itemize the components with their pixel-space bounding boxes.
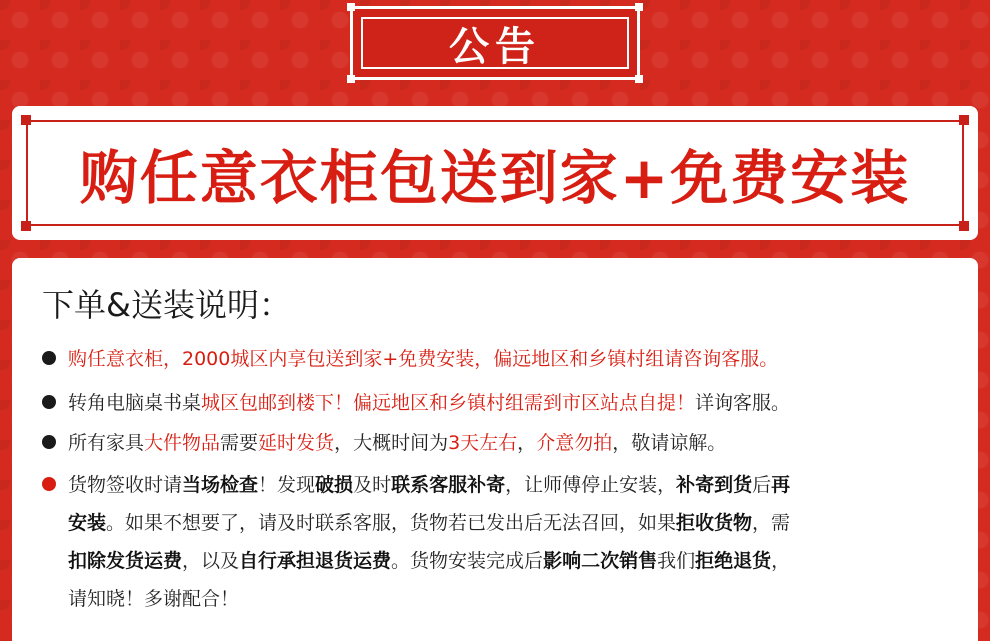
- item-bold: 当场检查: [182, 474, 259, 496]
- instruction-item-2: [42, 384, 958, 422]
- item-bold: 拒收货物: [676, 512, 753, 534]
- item-text: ，大概时间为: [334, 432, 449, 454]
- banner-text: 购任意衣柜包送到家+免费安装: [79, 144, 911, 212]
- item-highlight: 延时发货: [258, 432, 335, 454]
- panel-title: 下单&送装说明：: [42, 286, 291, 324]
- item-text: 转角电脑桌书桌: [68, 392, 202, 414]
- item-bold: 扣除发货运费: [68, 550, 183, 572]
- corner-decoration: [635, 75, 643, 83]
- item-bold: 安装: [68, 512, 107, 534]
- item-text: 详询客服。: [695, 392, 791, 414]
- item-highlight: 大件物品: [144, 432, 221, 454]
- item-text: 。货物安装完成后: [391, 550, 544, 572]
- bullet-icon: [42, 351, 56, 365]
- instruction-item-1: [42, 340, 958, 378]
- item-text: 所有家具: [68, 432, 145, 454]
- item-bold: 影响二次销售: [543, 550, 658, 572]
- item-bold: 补寄到货: [676, 474, 753, 496]
- item-bold: 破损: [315, 474, 354, 496]
- item-text: ！发现: [258, 474, 316, 496]
- item-text: 及时: [353, 474, 392, 496]
- item-bold: 拒绝退货: [695, 550, 772, 572]
- promo-banner: [12, 106, 978, 240]
- item-text: 后: [752, 474, 772, 496]
- instructions-panel: [12, 258, 978, 641]
- item-text: ，让师傅停止安装，: [505, 474, 677, 496]
- item-text: 需要: [220, 432, 259, 454]
- item-text: 。如果不想要了，请及时联系客服，货物若已发出后无法召回，如果: [106, 512, 677, 534]
- item-highlight: 城区包邮到楼下！偏远地区和乡镇村组需到市区站点自提！: [201, 392, 696, 414]
- item-text: ，以及: [182, 550, 240, 572]
- item-text: ，需: [752, 512, 791, 534]
- item-bold: 再: [771, 474, 791, 496]
- item-line: [42, 504, 958, 542]
- item-bold: 自行承担退货运费: [239, 550, 392, 572]
- item-line: [42, 542, 958, 580]
- bullet-icon: [42, 477, 56, 491]
- item-highlight: 介意勿拍: [536, 432, 613, 454]
- corner-decoration: [635, 3, 643, 11]
- item-text: ，: [517, 432, 537, 454]
- instruction-item-4: [42, 466, 958, 618]
- item-text: 我们: [657, 550, 696, 572]
- item-bold: 联系客服补寄: [391, 474, 506, 496]
- announcement-title: 公告: [361, 17, 629, 69]
- item-text: 货物签收时请: [68, 474, 183, 496]
- corner-decoration: [347, 75, 355, 83]
- item-text: 购任意衣柜，2000城区内享包送到家+免费安装，偏远地区和乡镇村组请咨询客服。: [68, 348, 779, 370]
- item-text: ，: [771, 550, 791, 572]
- bullet-icon: [42, 395, 56, 409]
- item-text: ，敬请谅解。: [612, 432, 727, 454]
- item-line: 请知晓！多谢配合！: [68, 588, 240, 610]
- corner-decoration: [347, 3, 355, 11]
- announcement-tab: [350, 6, 640, 80]
- item-highlight: 3天左右: [448, 432, 518, 454]
- bullet-icon: [42, 435, 56, 449]
- instruction-item-3: [42, 424, 958, 462]
